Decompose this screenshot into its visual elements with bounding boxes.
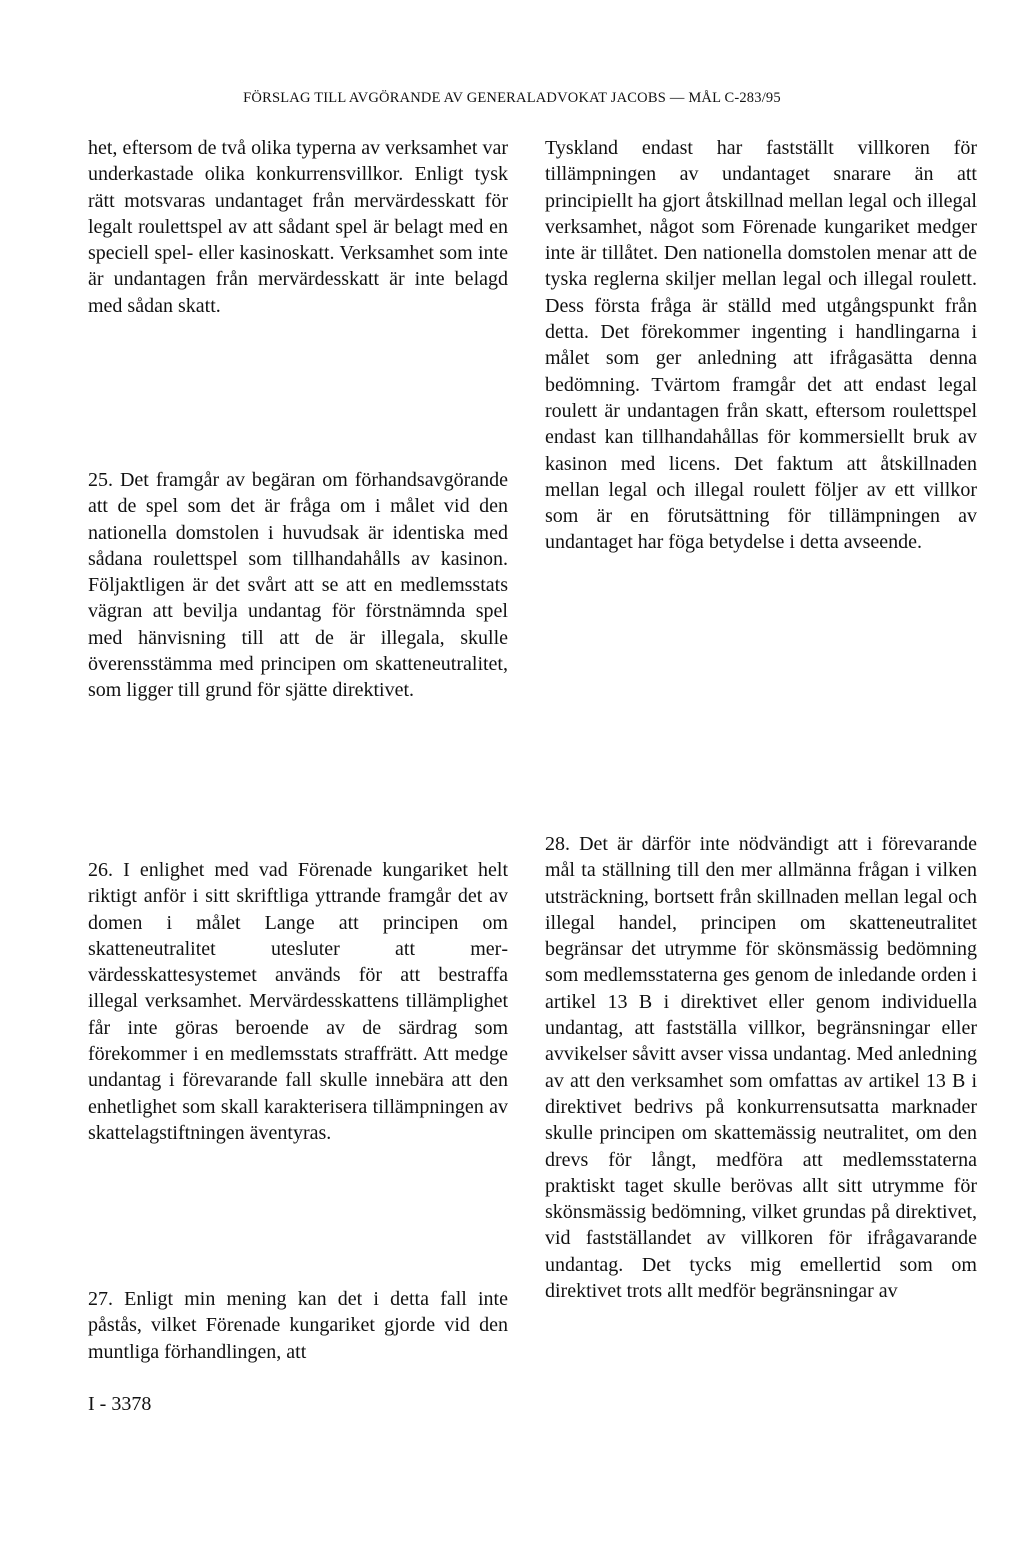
paragraph-text: het, eftersom de två olika typerna av verksamhet var underkastade olika konkurrensvillkor. Enligt tysk rätt motsvaras undantaget från mervärdesskatt för legalt roulettspel av att sådant spel är belagt med en speciell spel- eller kasinoskatt. Verksamhet som inte är undantagen från mervärdesskatt är inte belagd med sådan skatt. <box>88 137 508 317</box>
paragraph-text: Tyskland endast har fastställt villkoren för tillämpningen av undantaget snarare än att principiellt ha gjort åtskillnad mellan legal och illegal verksamhet, något som Förenade kungariket medger inte är tillåtet. Den nationella domstolen menar att de tyska reglerna skiljer mellan legal och illegal roulett. Dess första fråga är ställd med utgångspunkt från detta. Det förekommer ingenting i handlingarna i målet som ger anledning att ifrågasätta denna bedömning. Tvärtom framgår det att endast legal roulett är undantagen från skatt, eftersom roulettspel endast kan tillhandahållas för kommersiellt bruk av kasinon med licens. Det faktum att åtskillnaden mellan legal och illegal roulett följer av ett villkor som är en förutsättning för tillämpningen av undantaget har föga betydelse i detta avseende. <box>545 137 977 554</box>
right-column-continued-paragraph <box>545 135 977 556</box>
paragraph-text: 26. I enlighet med vad Förenade kungariket helt riktigt anför i sitt skriftliga yttrande framgår det av domen i målet Lange att principen om skatteneutralitet utesluter att mervärdesskattesystemet används för att bestraffa illegal verksamhet. Mervärdesskattens tillämplighet får inte göras beroende av de särdrag som förekommer i en medlemsstats straffrätt. Att medge undantag i förevarande fall skulle innebära att den enhetlighet som skall karakterisera tillämpningen av skattelagstiftningen äventyras. <box>88 859 508 1144</box>
paragraph-28 <box>545 831 977 1304</box>
page-number: I - 3378 <box>88 1393 152 1415</box>
paragraph-text: 27. Enligt min mening kan det i detta fall inte påstås, vilket Förenade kungariket gjorde vid den muntliga förhandlingen, att <box>88 1288 508 1363</box>
paragraph-text: 25. Det framgår av begäran om förhandsavgörande att de spel som det är fråga om i målet vid den nationella domstolen i huvudsak är identiska med sådana roulettspel som tillhandahålls av kasinon. Följaktligen är det svårt att se att en medlemsstats vägran att bevilja undantag för förstnämnda spel med hänvisning till att de är illegala, skulle överensstämma med principen om skatteneutralitet, som ligger till grund för sjätte direktivet. <box>88 469 508 702</box>
paragraph-26 <box>88 857 508 1146</box>
paragraph-27 <box>88 1286 508 1365</box>
paragraph-25 <box>88 467 508 704</box>
running-header: FÖRSLAG TILL AVGÖRANDE AV GENERALADVOKAT JACOBS — MÅL C-283/95 <box>243 90 781 106</box>
left-column-intro-paragraph <box>88 135 508 319</box>
paragraph-text: 28. Det är därför inte nödvändigt att i förevarande mål ta ställning till den mer allmänna frågan i vilken utsträckning, bortsett från skillnaden mellan legal och illegal handel, principen om skatteneutralitet begränsar det utrymme för skönsmässig bedömning som medlemsstaterna ges genom de inledande orden i artikel 13 B i direktivet eller genom individuella undantag, att fastställa villkor, begränsningar eller avvikelser såvitt avser vissa undantag. Med anledning av att den verksamhet som omfattas av artikel 13 B i direktivet bedrivs på konkurrensutsatta marknader skulle principen om skattemässig neutralitet, om den drevs för långt, medföra att medlemsstaterna praktiskt taget skulle berövas allt sitt utrymme för skönsmässig bedömning, vilket grundas på direktivet, vid fastställandet av villkoren för ifrågavarande undantag. Det tycks mig emellertid som om direktivet trots allt medför begränsningar av <box>545 833 977 1303</box>
